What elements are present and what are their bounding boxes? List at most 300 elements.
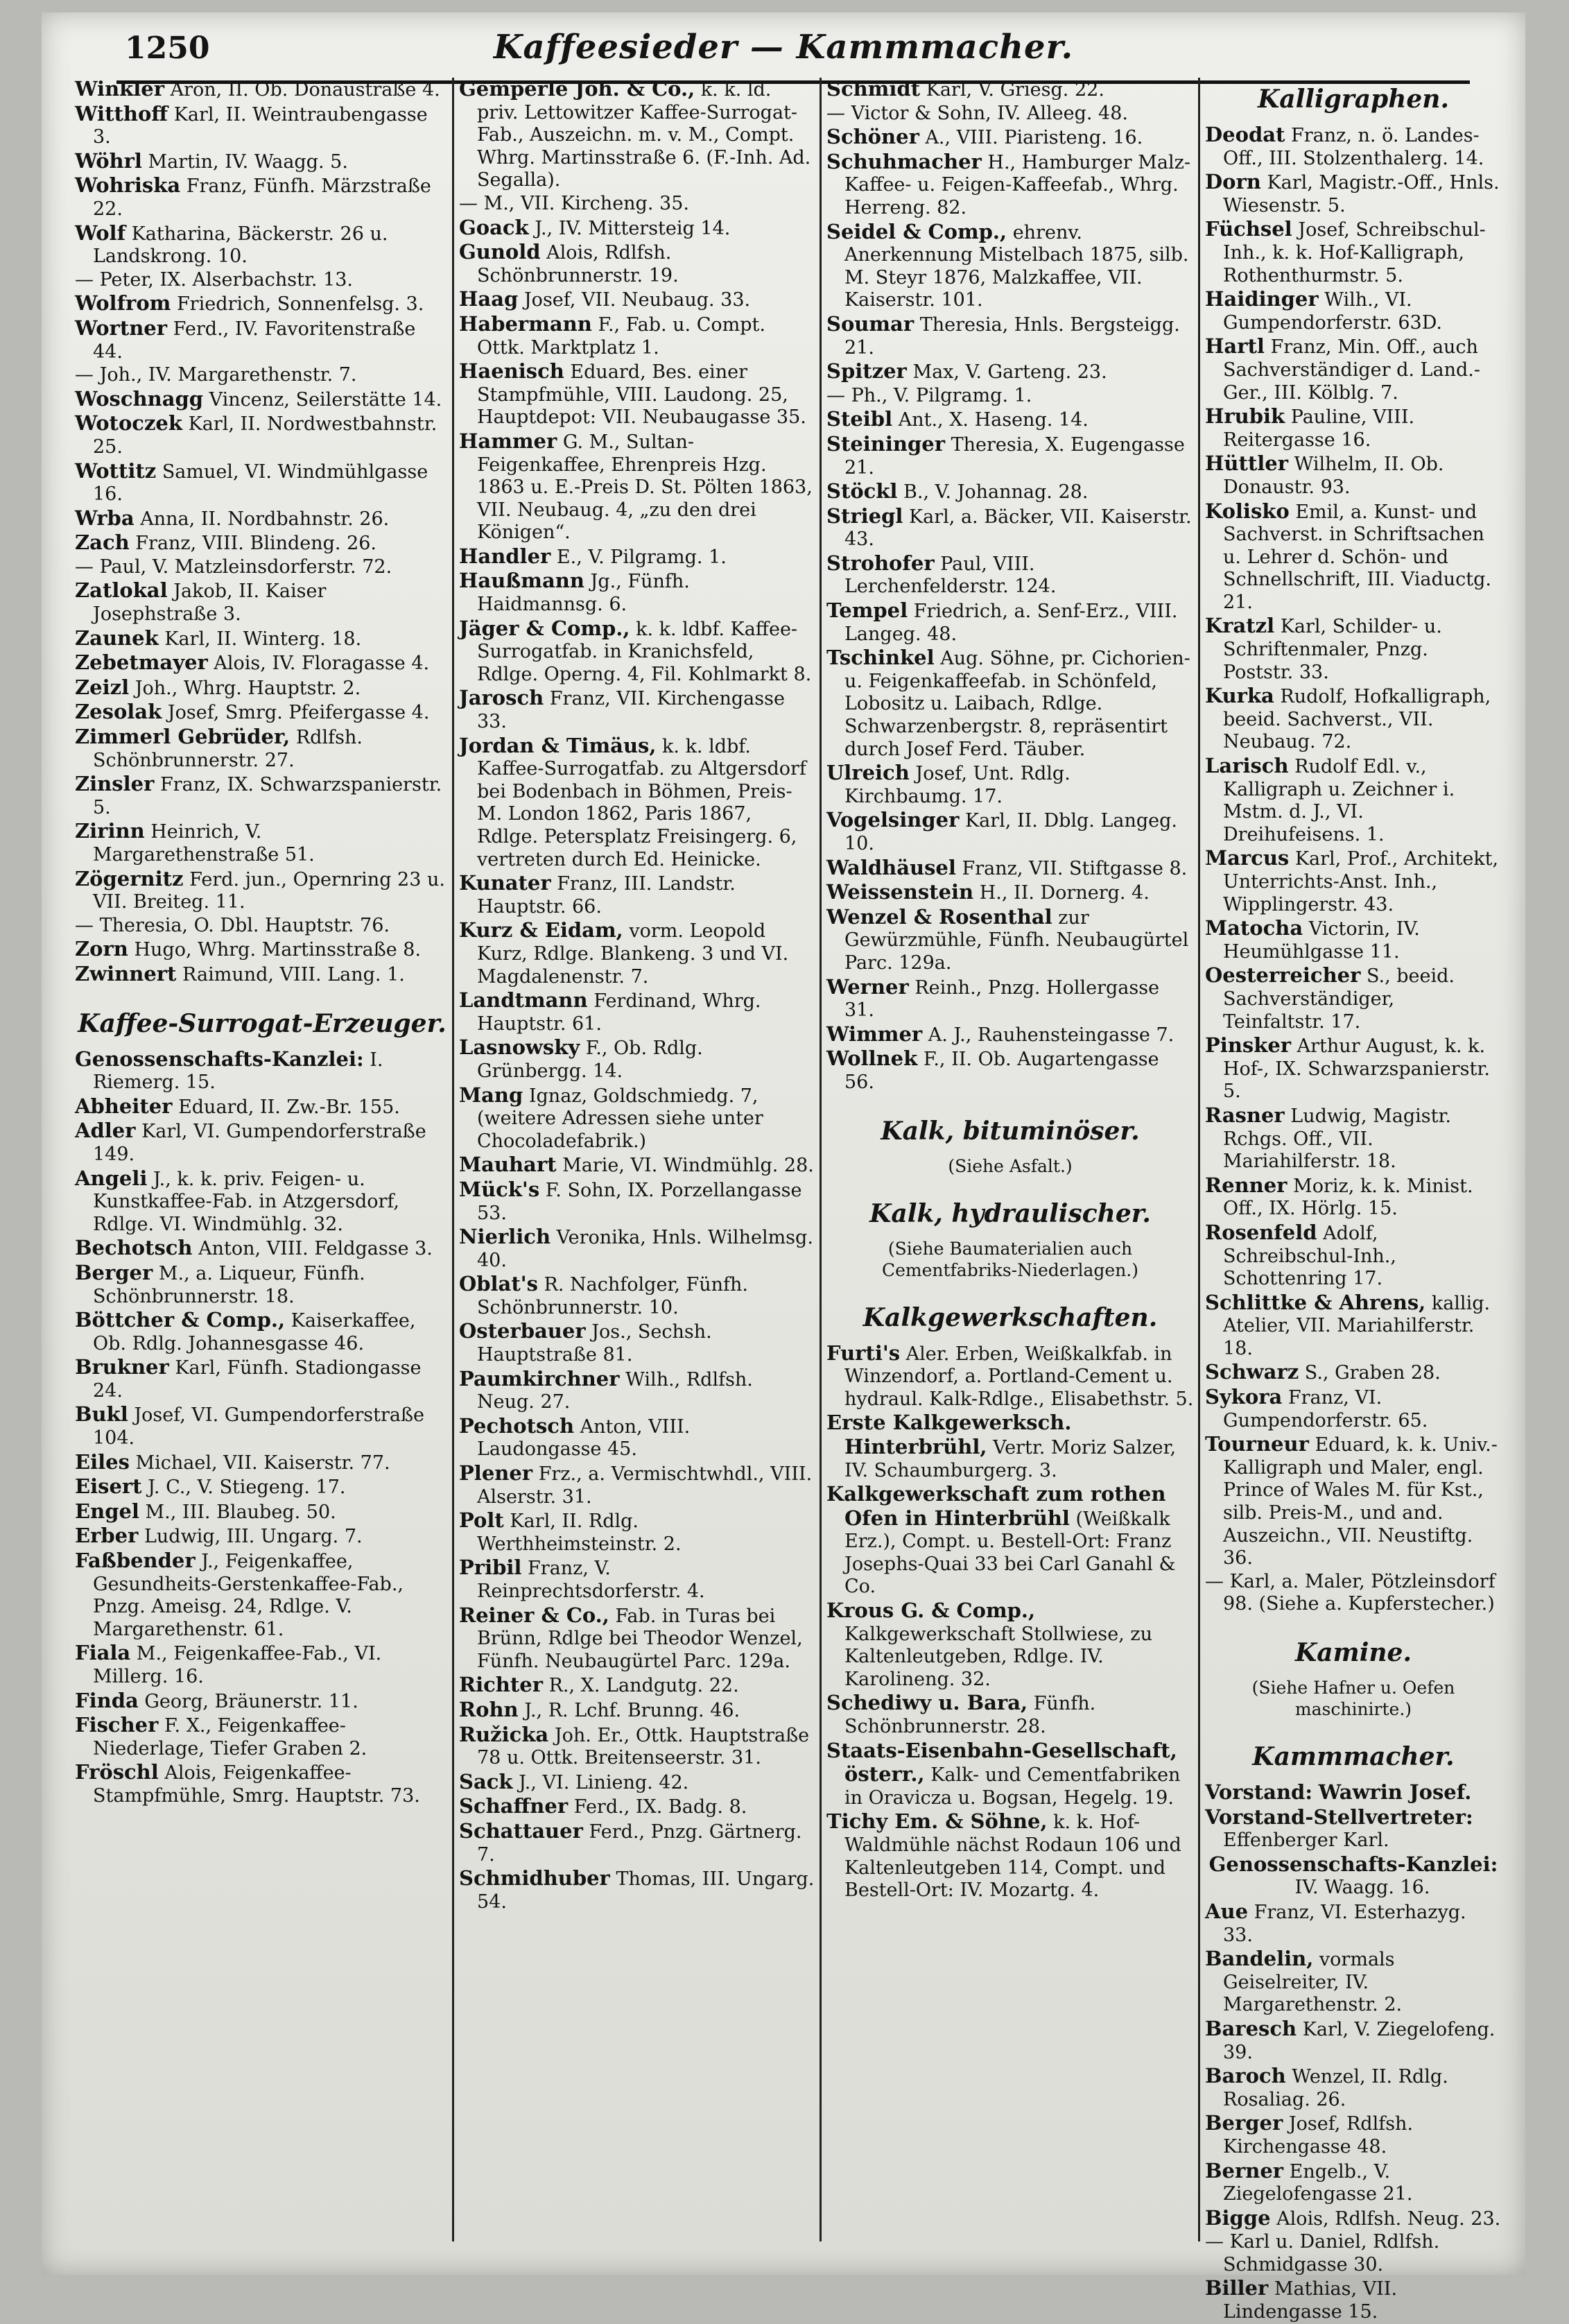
- directory-entry: [1205, 755, 1502, 846]
- entry-name: Deodat: [1205, 123, 1285, 146]
- directory-entry: [75, 1524, 449, 1549]
- running-head: Kaffeesieder — Kammmacher.: [493, 28, 1074, 67]
- entry-name: Krous G. & Comp.,: [826, 1599, 1036, 1623]
- entry-name: Handler: [459, 544, 551, 568]
- entry-details: Ferdinand, Whrg. Hauptstr. 61.: [477, 990, 761, 1035]
- directory-entry: [75, 820, 449, 866]
- entry-name: Zebetmayer: [75, 651, 208, 675]
- directory-entry: [826, 480, 1194, 504]
- directory-entry: [1205, 2065, 1502, 2111]
- entry-name: Fiala: [75, 1641, 131, 1665]
- cross-reference: (Siehe Hafner u. Oefen maschinirte.): [1251, 1678, 1455, 1719]
- entry-name: Spitzer: [826, 359, 907, 384]
- entry-name: Richter: [459, 1673, 543, 1697]
- directory-entry: [1205, 2112, 1502, 2158]
- entry-details: Raimund, VIII. Lang. 1.: [182, 963, 405, 985]
- entry-name: Wortner: [75, 316, 168, 340]
- entry-name: Bandelin,: [1205, 1947, 1314, 1971]
- entry-details: F., Ob. Rdlg. Grünbergg. 14.: [477, 1038, 703, 1082]
- directory-entry: [75, 292, 449, 316]
- entry-details: Alois, Rdlfsh. Schönbrunnerstr. 19.: [477, 242, 679, 286]
- directory-entry: [75, 364, 449, 387]
- directory-entry: [459, 1867, 815, 1913]
- entry-details: Alois, Feigenkaffee-Stampfmühle, Smrg. Hauptstr. 73.: [93, 1762, 420, 1807]
- entry-details: Franz, III. Landstr. Hauptstr. 66.: [477, 873, 736, 918]
- entry-details: — Joh., IV. Margarethenstr. 7.: [75, 364, 357, 386]
- directory-entry: [1205, 500, 1502, 614]
- entry-name: Kurka: [1205, 684, 1274, 708]
- entry-details: Ferd., IX. Badg. 8.: [573, 1796, 747, 1818]
- entry-details: S., beeid. Sachverständiger, Teinfaltstr. 17.: [1223, 965, 1455, 1033]
- entry-details: Ludwig, III. Ungarg. 7.: [144, 1526, 363, 1548]
- entry-name: Zinsler: [75, 772, 155, 796]
- directory-entry: [75, 460, 449, 506]
- directory-entry: [826, 906, 1194, 975]
- entry-details: Vertr. Moriz Salzer, IV. Schaumburgerg. 3.: [844, 1436, 1177, 1481]
- entry-name: Wimmer: [826, 1022, 923, 1046]
- entry-details: H., Hamburger Malz-Kaffee- u. Feigen-Kaffeefab., Whrg. Herreng. 82.: [844, 151, 1191, 218]
- entry-details: Ferd., IV. Favoritenstraße 44.: [93, 318, 416, 363]
- entry-details: Karl, Magistr.-Off., Hnls. Wiesenstr. 5.: [1223, 172, 1500, 216]
- entry-details: Moriz, k. k. Minist. Off., IX. Hörlg. 15.: [1223, 1175, 1473, 1220]
- entry-details: R. Nachfolger, Fünfh. Schönbrunnerstr. 10.: [477, 1274, 749, 1318]
- entry-details: — Ph., V. Pilgramg. 1.: [826, 384, 1032, 406]
- entry-details: Karl, Schilder- u. Schriftenmaler, Pnzg. Poststr. 33.: [1223, 616, 1442, 683]
- cross-reference: (Siehe Asfalt.): [948, 1155, 1073, 1176]
- entry-list: [826, 78, 1194, 1094]
- entry-details: Franz, VII. Kirchengasse 33.: [477, 688, 785, 733]
- directory-entry: [75, 1714, 449, 1760]
- entry-details: Alois, IV. Floragasse 4.: [214, 653, 430, 675]
- entry-details: Fünfh. Schönbrunnerstr. 28.: [844, 1693, 1096, 1738]
- entry-name: Schlittke & Ahrens,: [1205, 1290, 1426, 1314]
- directory-entry: [1205, 123, 1502, 170]
- entry-name: Bukl: [75, 1402, 128, 1427]
- directory-entry: [826, 1023, 1194, 1047]
- entry-name: Wöhrl: [75, 148, 142, 173]
- cross-reference: (Siehe Baumaterialien auch Cementfabriks-Niederlagen.): [881, 1238, 1139, 1280]
- entry-name: Tichy Em. & Söhne,: [826, 1809, 1048, 1834]
- directory-entry: [1205, 614, 1502, 684]
- directory-entry: [459, 989, 815, 1035]
- entry-name: Bechotsch: [75, 1236, 193, 1260]
- directory-entry: [459, 193, 815, 216]
- entry-name: Furti's: [826, 1341, 901, 1365]
- directory-entry: [826, 313, 1194, 359]
- entry-name: Mück's: [459, 1177, 540, 1201]
- entry-details: G. M., Sultan-Feigenkaffee, Ehrenpreis Hzg. 1863 u. E.-Preis D. St. Pölten 1863, VII. Neubaug. 4, „zu den drei Königen“.: [477, 431, 813, 544]
- entry-details: vormals Geiselreiter, IV. Margarethenstr. 2.: [1223, 1949, 1403, 2016]
- entry-name: Zach: [75, 531, 130, 555]
- entry-details: k. k. ldbf. Kaffee-Surrogatfab. in Kranichsfeld, Rdlge. Operng. 4, Fil. Kohlmarkt 8.: [477, 618, 812, 685]
- directory-entry: [826, 505, 1194, 551]
- entry-name: Berner: [1205, 2158, 1284, 2183]
- entry-details: (Weißkalk Erz.), Compt. u. Bestell-Ort: Franz Josephs-Quai 33 bei Carl Ganahl & Co.: [844, 1508, 1176, 1598]
- directory-entry: [75, 1549, 449, 1641]
- directory-entry: [75, 412, 449, 458]
- entry-details: Joh., Whrg. Hauptstr. 2.: [135, 677, 361, 699]
- entry-details: Anton, VIII. Feldgasse 3.: [198, 1238, 433, 1260]
- directory-entry: [1205, 2231, 1502, 2276]
- column-3: [826, 78, 1194, 2241]
- directory-entry: [826, 881, 1194, 905]
- section-title-kalkgewerkschaften: Kalkgewerkschaften.: [862, 1302, 1158, 1332]
- entry-name: Zesolak: [75, 700, 162, 724]
- directory-entry: [75, 1119, 449, 1166]
- entry-details: k. k. ld. priv. Lettowitzer Kaffee-Surrogat-Fab., Auszeichn. m. v. M., Compt. Whrg. Martinsstraße 6. (F.-Inh. Ad. Segalla).: [477, 79, 811, 191]
- entry-details: H., II. Dornerg. 4.: [979, 882, 1150, 904]
- entry-details: Aron, II. Ob. Donaustraße 4.: [170, 79, 440, 101]
- directory-entry: [75, 938, 449, 962]
- directory-entry: [826, 1047, 1194, 1094]
- directory-entry: [826, 1599, 1194, 1691]
- entry-details: Josef, VII. Neubaug. 33.: [523, 289, 751, 311]
- entry-details: — Theresia, O. Dbl. Hauptstr. 76.: [75, 914, 390, 936]
- column-2: [459, 78, 815, 2241]
- entry-details: Franz, VI. Gumpendorferstr. 65.: [1223, 1387, 1428, 1431]
- entry-name: Kratzl: [1205, 614, 1275, 638]
- directory-entry: [75, 627, 449, 651]
- entry-details: Friedrich, a. Senf-Erz., VIII. Langeg. 48.: [844, 601, 1178, 645]
- entry-name: Vogelsinger: [826, 808, 960, 832]
- entry-name: Nierlich: [459, 1225, 551, 1249]
- directory-entry: [826, 126, 1194, 150]
- entry-details: Rdlfsh. Schönbrunnerstr. 27.: [93, 727, 363, 771]
- entry-name: Wolfrom: [75, 291, 171, 316]
- entry-details: Franz, VI. Esterhazyg. 33.: [1223, 1901, 1466, 1946]
- entry-details: Karl, II. Nordwestbahnstr. 25.: [93, 413, 437, 458]
- entry-details: ehrenv. Anerkennung Mistelbach 1875, silb. M. Steyr 1876, Malzkaffee, VII. Kaiserstr. 101.: [844, 221, 1189, 311]
- column-4: [1205, 78, 1502, 2323]
- directory-entry: [75, 1451, 449, 1475]
- entry-name: Gunold: [459, 240, 541, 264]
- column-1: [75, 78, 449, 2241]
- entry-name: Hartl: [1205, 334, 1265, 359]
- entry-name: Mauhart: [459, 1153, 557, 1177]
- directory-entry: [75, 1356, 449, 1402]
- directory-entry: [459, 734, 815, 872]
- entry-details: Marie, VI. Windmühlg. 28.: [562, 1155, 814, 1177]
- entry-name: Zwinnert: [75, 961, 177, 985]
- entry-details: Karl, Prof., Architekt, Unterrichts-Anst. Inh., Wipplingerstr. 43.: [1223, 848, 1499, 915]
- directory-entry: [459, 919, 815, 988]
- entry-name: Staats-Eisenbahn-Gesellschaft, österr.,: [826, 1738, 1177, 1787]
- entry-details: Rudolf Edl. v., Kalligraph u. Zeichner i. Mstm. d. J., VI. Dreihufeisens. 1.: [1223, 756, 1455, 845]
- column-divider: [1198, 78, 1200, 2241]
- entry-name: Erber: [75, 1524, 139, 1548]
- directory-entry: [826, 552, 1194, 599]
- directory-entry: [1205, 2017, 1502, 2064]
- entry-details: Mathias, VII. Lindengasse 15.: [1223, 2278, 1398, 2323]
- entry-details: Anna, II. Nordbahnstr. 26.: [140, 508, 390, 530]
- entry-details: Kalk- und Cementfabriken in Oravicza u. Bogsan, Hegelg. 19.: [844, 1764, 1181, 1809]
- entry-details: Eduard, k. k. Univ.-Kalligraph und Maler, engl. Prince of Wales M. für Kst., silb. Preis-M., und and. Auszeichn., VII. Neustiftg. 36.: [1223, 1434, 1498, 1569]
- entry-details: Emil, a. Kunst- und Sachverst. in Schriftsachen u. Lehrer d. Schön- und Schnellschrift, III. Viaductg. 21.: [1223, 501, 1491, 613]
- entry-name: Oesterreicher: [1205, 963, 1361, 988]
- entry-details: Karl, II. Weintraubengasse 3.: [93, 103, 428, 148]
- directory-entry: [1205, 1291, 1502, 1361]
- entry-details: Josef, VI. Gumpendorferstraße 104.: [93, 1404, 425, 1449]
- entry-details: Franz, IX. Schwarzspanierstr. 5.: [93, 774, 442, 818]
- entry-name: Pinsker: [1205, 1033, 1292, 1058]
- entry-name: Erste Kalkgewerksch. Hinterbrühl,: [826, 1411, 1072, 1458]
- directory-entry: [459, 313, 815, 359]
- entry-name: Tschinkel: [826, 646, 935, 670]
- entry-name: Schöner: [826, 125, 919, 149]
- entry-name: Abheiter: [75, 1094, 173, 1118]
- entry-name: Wollnek: [826, 1047, 918, 1071]
- entry-details: Josef, Smrg. Pfeifergasse 4.: [167, 702, 430, 724]
- entry-name: Fröschl: [75, 1760, 159, 1784]
- entry-name: Baresch: [1205, 2016, 1297, 2040]
- directory-entry: [75, 963, 449, 987]
- entry-details: Josef, Schreibschul-Inh., k. k. Hof-Kalligraph, Rothenthurmstr. 5.: [1223, 219, 1486, 286]
- entry-name: Rohn: [459, 1697, 519, 1721]
- directory-entry: [826, 809, 1194, 855]
- entry-name: Schattauer: [459, 1818, 583, 1843]
- directory-entry: [459, 430, 815, 544]
- directory-entry: [1205, 847, 1502, 916]
- entry-name: Sack: [459, 1769, 513, 1793]
- directory-entry: [75, 78, 449, 102]
- directory-entry: [826, 408, 1194, 432]
- entry-name: Jordan & Timäus,: [459, 733, 657, 757]
- entry-name: Seidel & Comp.,: [826, 219, 1007, 243]
- entry-name: Haenisch: [459, 359, 564, 384]
- entry-name: Adler: [75, 1119, 136, 1143]
- entry-details: A. J., Rauhensteingasse 7.: [928, 1024, 1174, 1046]
- section-title-kaffee-surrogat: Kaffee-Surrogat-Erzeuger.: [78, 1008, 447, 1038]
- directory-entry: [459, 1820, 815, 1866]
- entry-details: Thomas, III. Ungarg. 54.: [477, 1868, 815, 1913]
- entry-name: Zögernitz: [75, 866, 184, 890]
- entry-name: Baroch: [1205, 2064, 1286, 2088]
- column-divider: [820, 78, 822, 2241]
- entry-details: Aler. Erben, Weißkalkfab. in Winzendorf, a. Portland-Cement u. hydraul. Kalk-Rdlge., Elisabethstr. 5.: [844, 1343, 1194, 1410]
- directory-entry: [826, 646, 1194, 761]
- entry-name: Schmidhuber: [459, 1866, 610, 1891]
- entry-details: Eduard, Bes. einer Stampfmühle, VIII. Laudong. 25, Hauptdepot: VII. Neubaugasse 35.: [477, 361, 806, 429]
- directory-entry: [75, 317, 449, 363]
- entry-name: Kurz & Eidam,: [459, 918, 623, 942]
- entry-details: Jakob, II. Kaiser Josephstraße 3.: [93, 580, 327, 626]
- entry-name: Polt: [459, 1508, 504, 1533]
- directory-entry: [459, 687, 815, 733]
- entry-name: Plener: [459, 1461, 533, 1486]
- directory-entry: [75, 868, 449, 914]
- entry-details: Franz, Min. Off., auch Sachverständiger d. Land.-Ger., III. Kölblg. 7.: [1223, 336, 1480, 404]
- entry-name: Waldhäusel: [826, 855, 956, 879]
- directory-entry: [75, 651, 449, 675]
- entry-name: Habermann: [459, 311, 592, 336]
- entry-details: Reinh., Pnzg. Hollergasse 31.: [844, 976, 1160, 1022]
- entry-details: Paul, VIII. Lerchenfelderstr. 124.: [844, 553, 1057, 598]
- directory-entry: [826, 761, 1194, 808]
- entry-list: [75, 78, 449, 987]
- entry-name: Ružicka: [459, 1722, 549, 1746]
- entry-details: F., II. Ob. Augartengasse 56.: [844, 1049, 1159, 1093]
- entry-details: Franz, VIII. Blindeng. 26.: [135, 533, 377, 555]
- directory-entry: [75, 773, 449, 819]
- directory-entry: [1205, 2207, 1502, 2231]
- entry-details: Karl, II. Dblg. Langeg. 10.: [844, 810, 1177, 854]
- directory-entry: [75, 1309, 449, 1355]
- entry-name: Stöckl: [826, 479, 898, 503]
- entry-name: Wenzel & Rosenthal: [826, 904, 1052, 929]
- entry-details: kallig. Atelier, VII. Mariahilferstr. 18.: [1223, 1292, 1491, 1359]
- entry-details: k. k. ldbf. Kaffee-Surrogatfab. zu Altgersdorf bei Bodenbach in Böhmen, Preis-M. London 1862, Paris 1867, Rdlge. Petersplatz Freisingerg. 6, vertreten durch Ed. Heinicke.: [477, 735, 806, 870]
- directory-entry: [826, 150, 1194, 220]
- entry-details: Kaiserkaffee, Ob. Rdlg. Johannesgasse 46.: [93, 1310, 416, 1354]
- entry-name: Wotoczek: [75, 411, 182, 436]
- entry-list: [459, 78, 815, 1913]
- entry-list: [1205, 123, 1502, 1616]
- entry-details: M., a. Liqueur, Fünfh. Schönbrunnerstr. 18.: [93, 1262, 365, 1307]
- entry-name: Striegl: [826, 503, 903, 528]
- directory-entry: [459, 1723, 815, 1770]
- directory-entry: [826, 1810, 1194, 1902]
- entry-details: Anton, VIII. Laudongasse 45.: [477, 1415, 691, 1461]
- entry-details: Jos., Sechsh. Hauptstraße 81.: [477, 1321, 712, 1366]
- entry-details: Karl, II. Rdlg. Werthheimsteinstr. 2.: [477, 1510, 682, 1555]
- entry-name: Mang: [459, 1083, 523, 1107]
- entry-name: Steininger: [826, 431, 945, 456]
- entry-details: Hugo, Whrg. Martinsstraße 8.: [134, 939, 422, 961]
- directory-entry: [75, 579, 449, 626]
- entry-details: Wilh., VI. Gumpendorferstr. 63D.: [1223, 289, 1442, 334]
- section-title-kamine: Kamine.: [1295, 1638, 1412, 1667]
- entry-name: Matocha: [1205, 916, 1303, 940]
- entry-name: Zeizl: [75, 675, 130, 699]
- entry-name: Lasnowsky: [459, 1035, 580, 1060]
- entry-details: Engelb., V. Ziegelofengasse 21.: [1223, 2160, 1413, 2205]
- entry-details: — Victor & Sohn, IV. Alleeg. 48.: [826, 102, 1128, 124]
- entry-details: Rudolf, Hofkalligraph, beeid. Sachverst., VII. Neubaug. 72.: [1223, 686, 1491, 753]
- directory-entry: [826, 385, 1194, 408]
- entry-list: [826, 1342, 1194, 1902]
- directory-entry: [826, 599, 1194, 646]
- entry-name: Aue: [1205, 1899, 1249, 1923]
- entry-name: Gemperle Joh. & Co.,: [459, 77, 695, 101]
- entry-details: Theresia, Hnls. Bergsteigg. 21.: [844, 313, 1180, 359]
- entry-details: Adolf, Schreibschul-Inh., Schottenring 17.: [1223, 1222, 1396, 1290]
- entry-name: Rasner: [1205, 1103, 1285, 1127]
- entry-name: Zorn: [75, 937, 128, 961]
- entry-name: Faßbender: [75, 1549, 196, 1573]
- entry-details: I. Riemerg. 15.: [93, 1049, 383, 1094]
- entry-name: Haußmann: [459, 569, 584, 593]
- directory-entry: [459, 1509, 815, 1556]
- entry-name: Larisch: [1205, 754, 1289, 778]
- directory-entry: [826, 857, 1194, 881]
- entry-details: J., IV. Mittersteig 14.: [535, 217, 731, 239]
- directory-entry: [826, 360, 1194, 384]
- entry-name: Berger: [1205, 2111, 1283, 2135]
- directory-entry: [826, 1342, 1194, 1411]
- entry-name: Jäger & Comp.,: [459, 616, 630, 640]
- entry-details: M., III. Blaubeg. 50.: [145, 1501, 336, 1523]
- directory-entry: [459, 1273, 815, 1319]
- directory-entry: [1205, 405, 1502, 451]
- entry-details: Ignaz, Goldschmiedg. 7, (weitere Adressen siehe unter Chocoladefabrik.): [477, 1085, 763, 1152]
- entry-name: Ulreich: [826, 761, 910, 785]
- entry-details: Eduard, II. Zw.-Br. 155.: [178, 1096, 400, 1118]
- entry-details: Alois, Rdlfsh. Neug. 23.: [1276, 2207, 1501, 2230]
- directory-entry: [459, 1771, 815, 1795]
- entry-details: J. C., V. Stiegeng. 17.: [148, 1477, 346, 1499]
- section-title-kammmacher: Kammmacher.: [1252, 1742, 1455, 1771]
- section-title-kalk-bituminoeser: Kalk, bituminöser.: [881, 1116, 1140, 1146]
- directory-entry: [1205, 1386, 1502, 1432]
- entry-details: Karl, V. Griesg. 22.: [926, 79, 1104, 101]
- entry-details: Franz, n. ö. Landes-Off., III. Stolzenthalerg. 14.: [1223, 125, 1484, 169]
- directory-entry: [459, 360, 815, 429]
- column-divider: [452, 78, 454, 2241]
- entry-details: Wilhelm, II. Ob. Donaustr. 93.: [1223, 454, 1444, 498]
- directory-entry: [1205, 2160, 1502, 2206]
- entry-details: F., Fab. u. Compt. Ottk. Marktplatz 1.: [477, 313, 765, 359]
- directory-entry: [459, 1462, 815, 1508]
- directory-entry: [75, 1500, 449, 1524]
- directory-entry: [1205, 1900, 1502, 1947]
- entry-name: Zirinn: [75, 819, 145, 843]
- entry-name: Biller: [1205, 2276, 1269, 2300]
- entry-details: — M., VII. Kircheng. 35.: [459, 192, 689, 214]
- directory-entry: [459, 1698, 815, 1723]
- entry-name: Soumar: [826, 311, 914, 336]
- directory-entry: [459, 1795, 815, 1819]
- directory-entry: [459, 1153, 815, 1178]
- directory-entry: [75, 1689, 449, 1714]
- entry-name: Kalkgewerkschaft zum rothen Ofen in Hinterbrühl: [826, 1482, 1166, 1530]
- directory-entry: [75, 174, 449, 221]
- entry-name: Oblat's: [459, 1272, 538, 1296]
- directory-entry: [1205, 452, 1502, 499]
- entry-name: Hüttler: [1205, 451, 1289, 476]
- entry-name: Hrubik: [1205, 404, 1285, 429]
- directory-entry: [75, 1048, 449, 1094]
- directory-entry: [1205, 1947, 1502, 2017]
- entry-details: Georg, Bräunerstr. 11.: [144, 1690, 358, 1712]
- directory-entry: [1205, 917, 1502, 963]
- entry-name: Paumkirchner: [459, 1366, 620, 1391]
- directory-entry: [75, 1403, 449, 1449]
- entry-name: Haidinger: [1205, 287, 1319, 311]
- directory-entry: [75, 1167, 449, 1237]
- entry-details: Karl, V. Ziegelofeng. 39.: [1223, 2018, 1496, 2063]
- directory-entry: [459, 1415, 815, 1461]
- entry-name: Schediwy u. Bara,: [826, 1691, 1028, 1715]
- directory-entry: [459, 545, 815, 569]
- directory-entry: [1205, 335, 1502, 404]
- entry-details: Franz, V. Reinprechtsdorferstr. 4.: [477, 1558, 705, 1602]
- directory-entry: [75, 1262, 449, 1308]
- entry-details: Martin, IV. Waagg. 5.: [148, 150, 348, 173]
- entry-name: Zimmerl Gebrüder,: [75, 725, 291, 749]
- entry-name: Genossenschafts-Kanzlei:: [75, 1047, 364, 1071]
- entry-name: Eiles: [75, 1449, 130, 1474]
- entry-details: M., Feigenkaffee-Fab., VI. Millerg. 16.: [93, 1643, 382, 1687]
- entry-details: Wenzel, II. Rdlg. Rosaliag. 26.: [1223, 2066, 1448, 2110]
- entry-details: Vincenz, Seilerstätte 14.: [209, 388, 442, 411]
- entry-name: Zatlokal: [75, 578, 168, 603]
- entry-name: Tourneur: [1205, 1432, 1309, 1456]
- entry-name: Wrba: [75, 506, 135, 530]
- entry-details: Veronika, Hnls. Wilhelmsg. 40.: [477, 1227, 813, 1271]
- entry-name: Tempel: [826, 599, 908, 623]
- directory-entry: [1205, 2277, 1502, 2323]
- directory-entry: [826, 103, 1194, 126]
